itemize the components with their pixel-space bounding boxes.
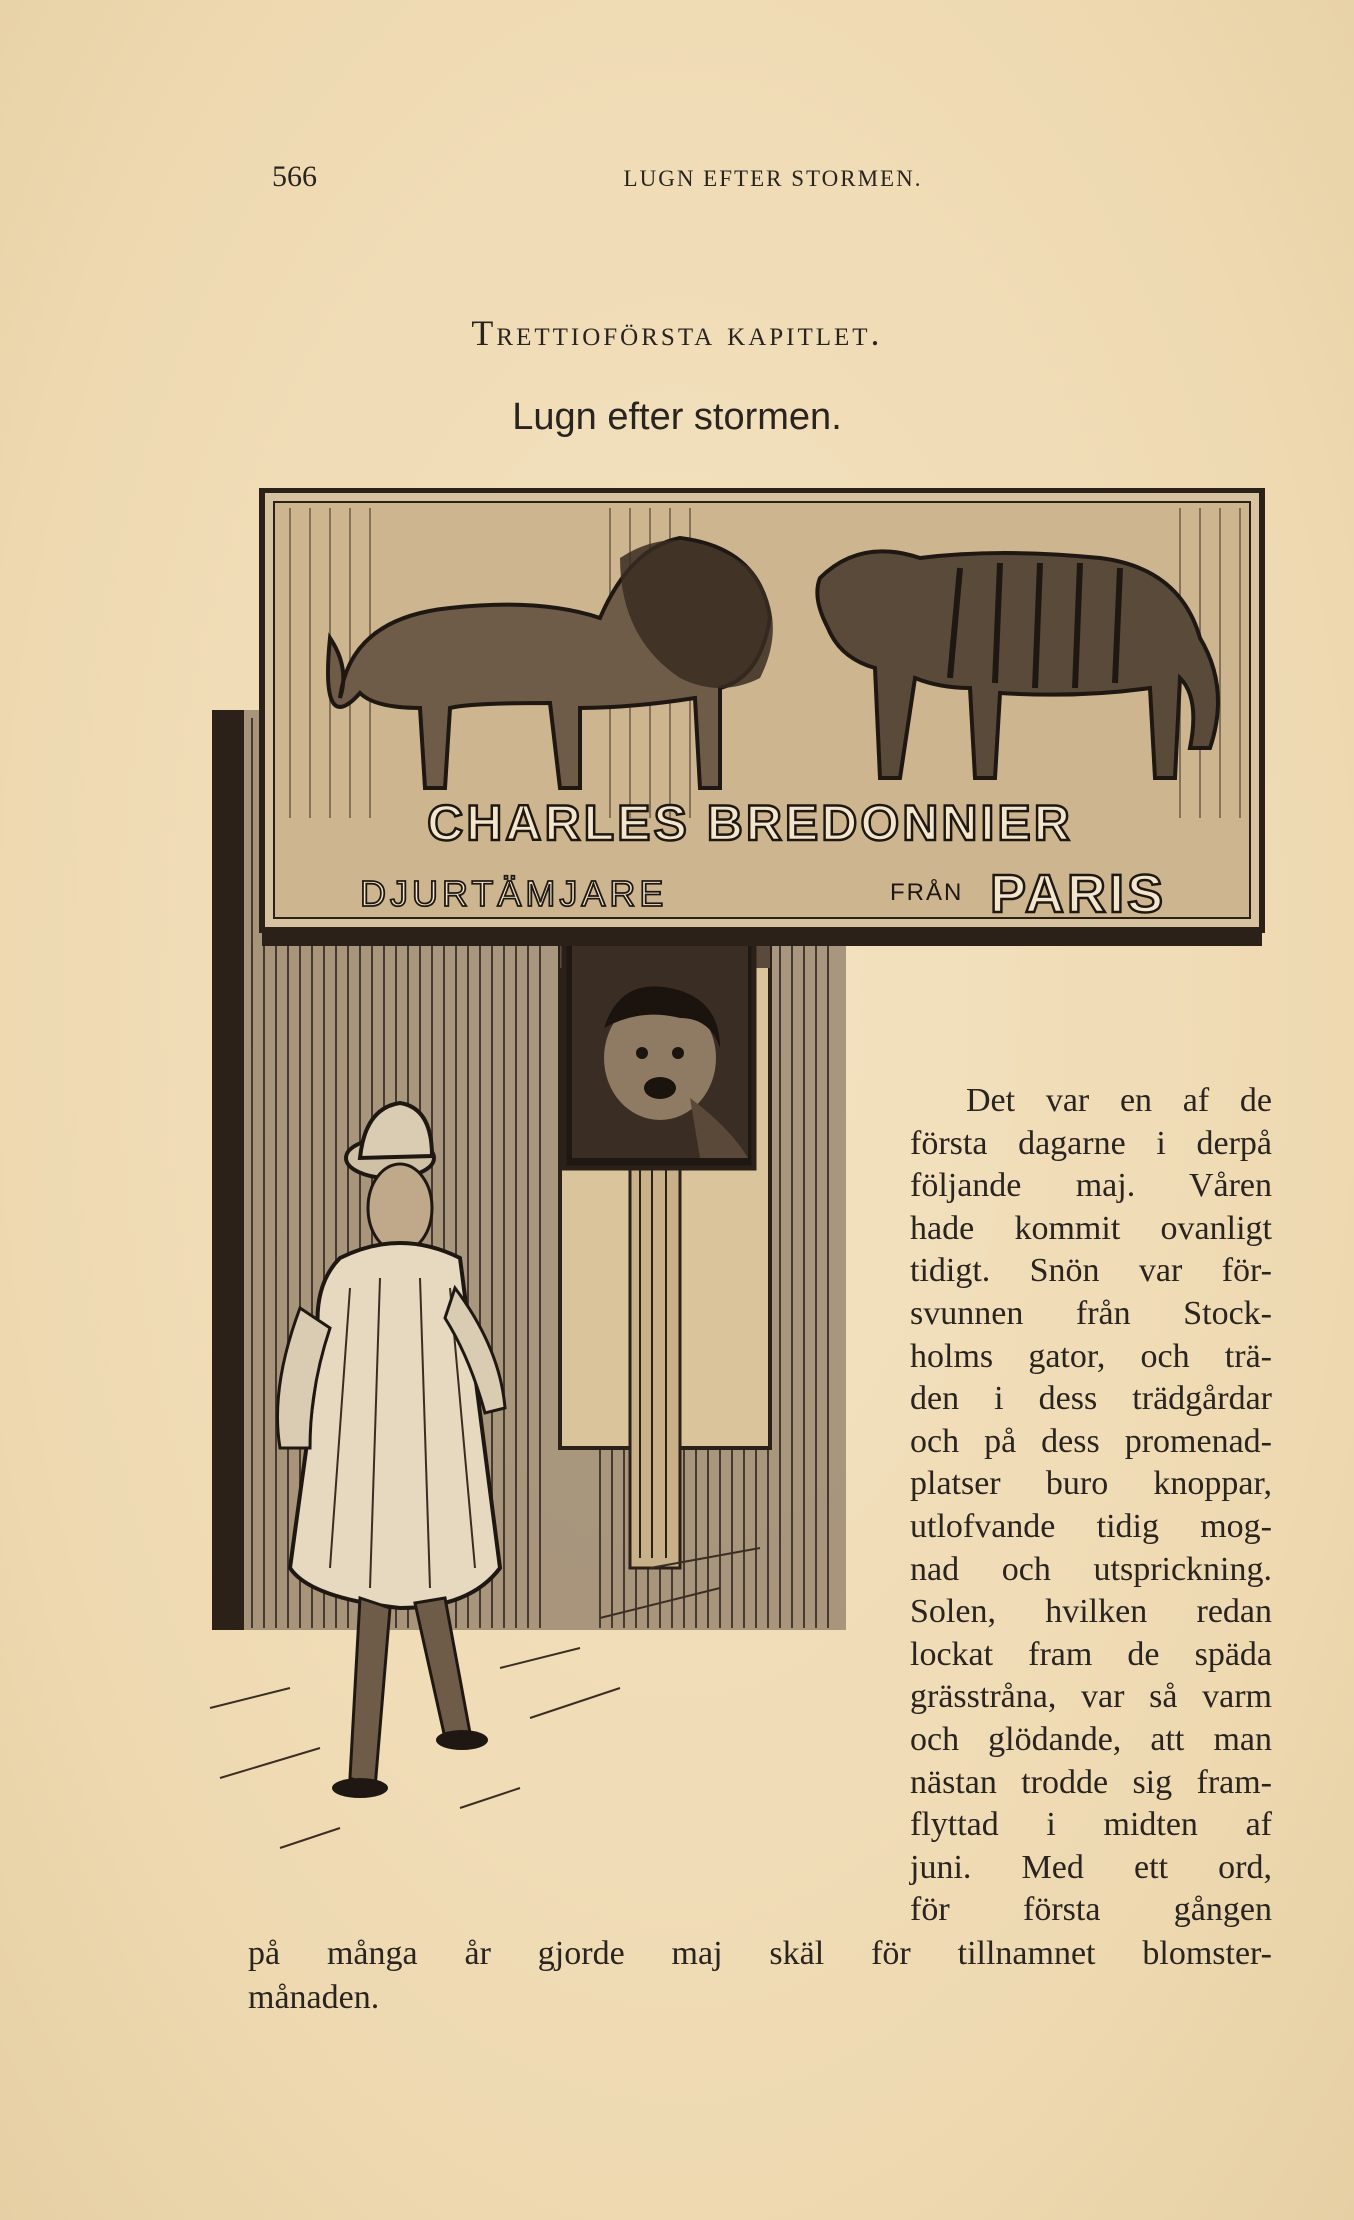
text-line: och på dess promenad- (910, 1422, 1272, 1460)
text-line: Det var en af de (966, 1082, 1272, 1119)
text-line: grässtråna, var så varm (910, 1678, 1272, 1716)
text-line: månaden. (248, 1979, 380, 2016)
body-text-column (910, 1080, 1272, 1932)
window (564, 928, 754, 1168)
text-line: svunnen från Stock- (910, 1294, 1272, 1332)
page-header (272, 160, 1274, 200)
text-line: nästan trodde sig fram- (910, 1763, 1272, 1801)
sign-line-2-mid: FRÅN (890, 879, 964, 906)
page-number: 566 (272, 160, 317, 193)
text-line: och glödande, att man (910, 1720, 1272, 1758)
text-line: första dagarne i derpå (910, 1124, 1272, 1162)
sign-line-1: CHARLES BREDONNIER (427, 795, 1073, 851)
sign-board (262, 490, 1262, 946)
text-line: nad och utsprickning. (910, 1550, 1272, 1588)
text-line: juni. Med ett ord, (910, 1848, 1272, 1886)
chapter-title: Trettioförsta kapitlet. (471, 313, 883, 353)
text-line: Solen, hvilken redan (910, 1593, 1272, 1631)
running-head: LUGN EFTER STORMEN. (623, 166, 923, 191)
sign-line-2-left: DJURTÄMJARE (360, 873, 668, 914)
text-line: flyttad i midten af (910, 1806, 1272, 1844)
text-line: holms gator, och trä- (910, 1337, 1272, 1375)
text-line: hade kommit ovanligt (910, 1209, 1272, 1247)
sign-line-2-right: PARIS (990, 864, 1167, 924)
text-line: utlofvande tidig mog- (910, 1507, 1272, 1545)
section-title: Lugn efter stormen. (512, 396, 842, 438)
text-line: platser buro knoppar, (910, 1465, 1272, 1503)
text-line: lockat fram de späda (910, 1635, 1272, 1673)
text-line: för första gången (910, 1891, 1272, 1929)
text-line: tidigt. Snön var för- (910, 1252, 1272, 1290)
text-line: följande maj. Våren (910, 1167, 1272, 1205)
text-line: den i dess trädgårdar (910, 1380, 1272, 1418)
text-line: på många år gjorde maj skäl för tillnamnet blomster- (248, 1935, 1272, 1972)
body-text-full-width (248, 1932, 1272, 2020)
